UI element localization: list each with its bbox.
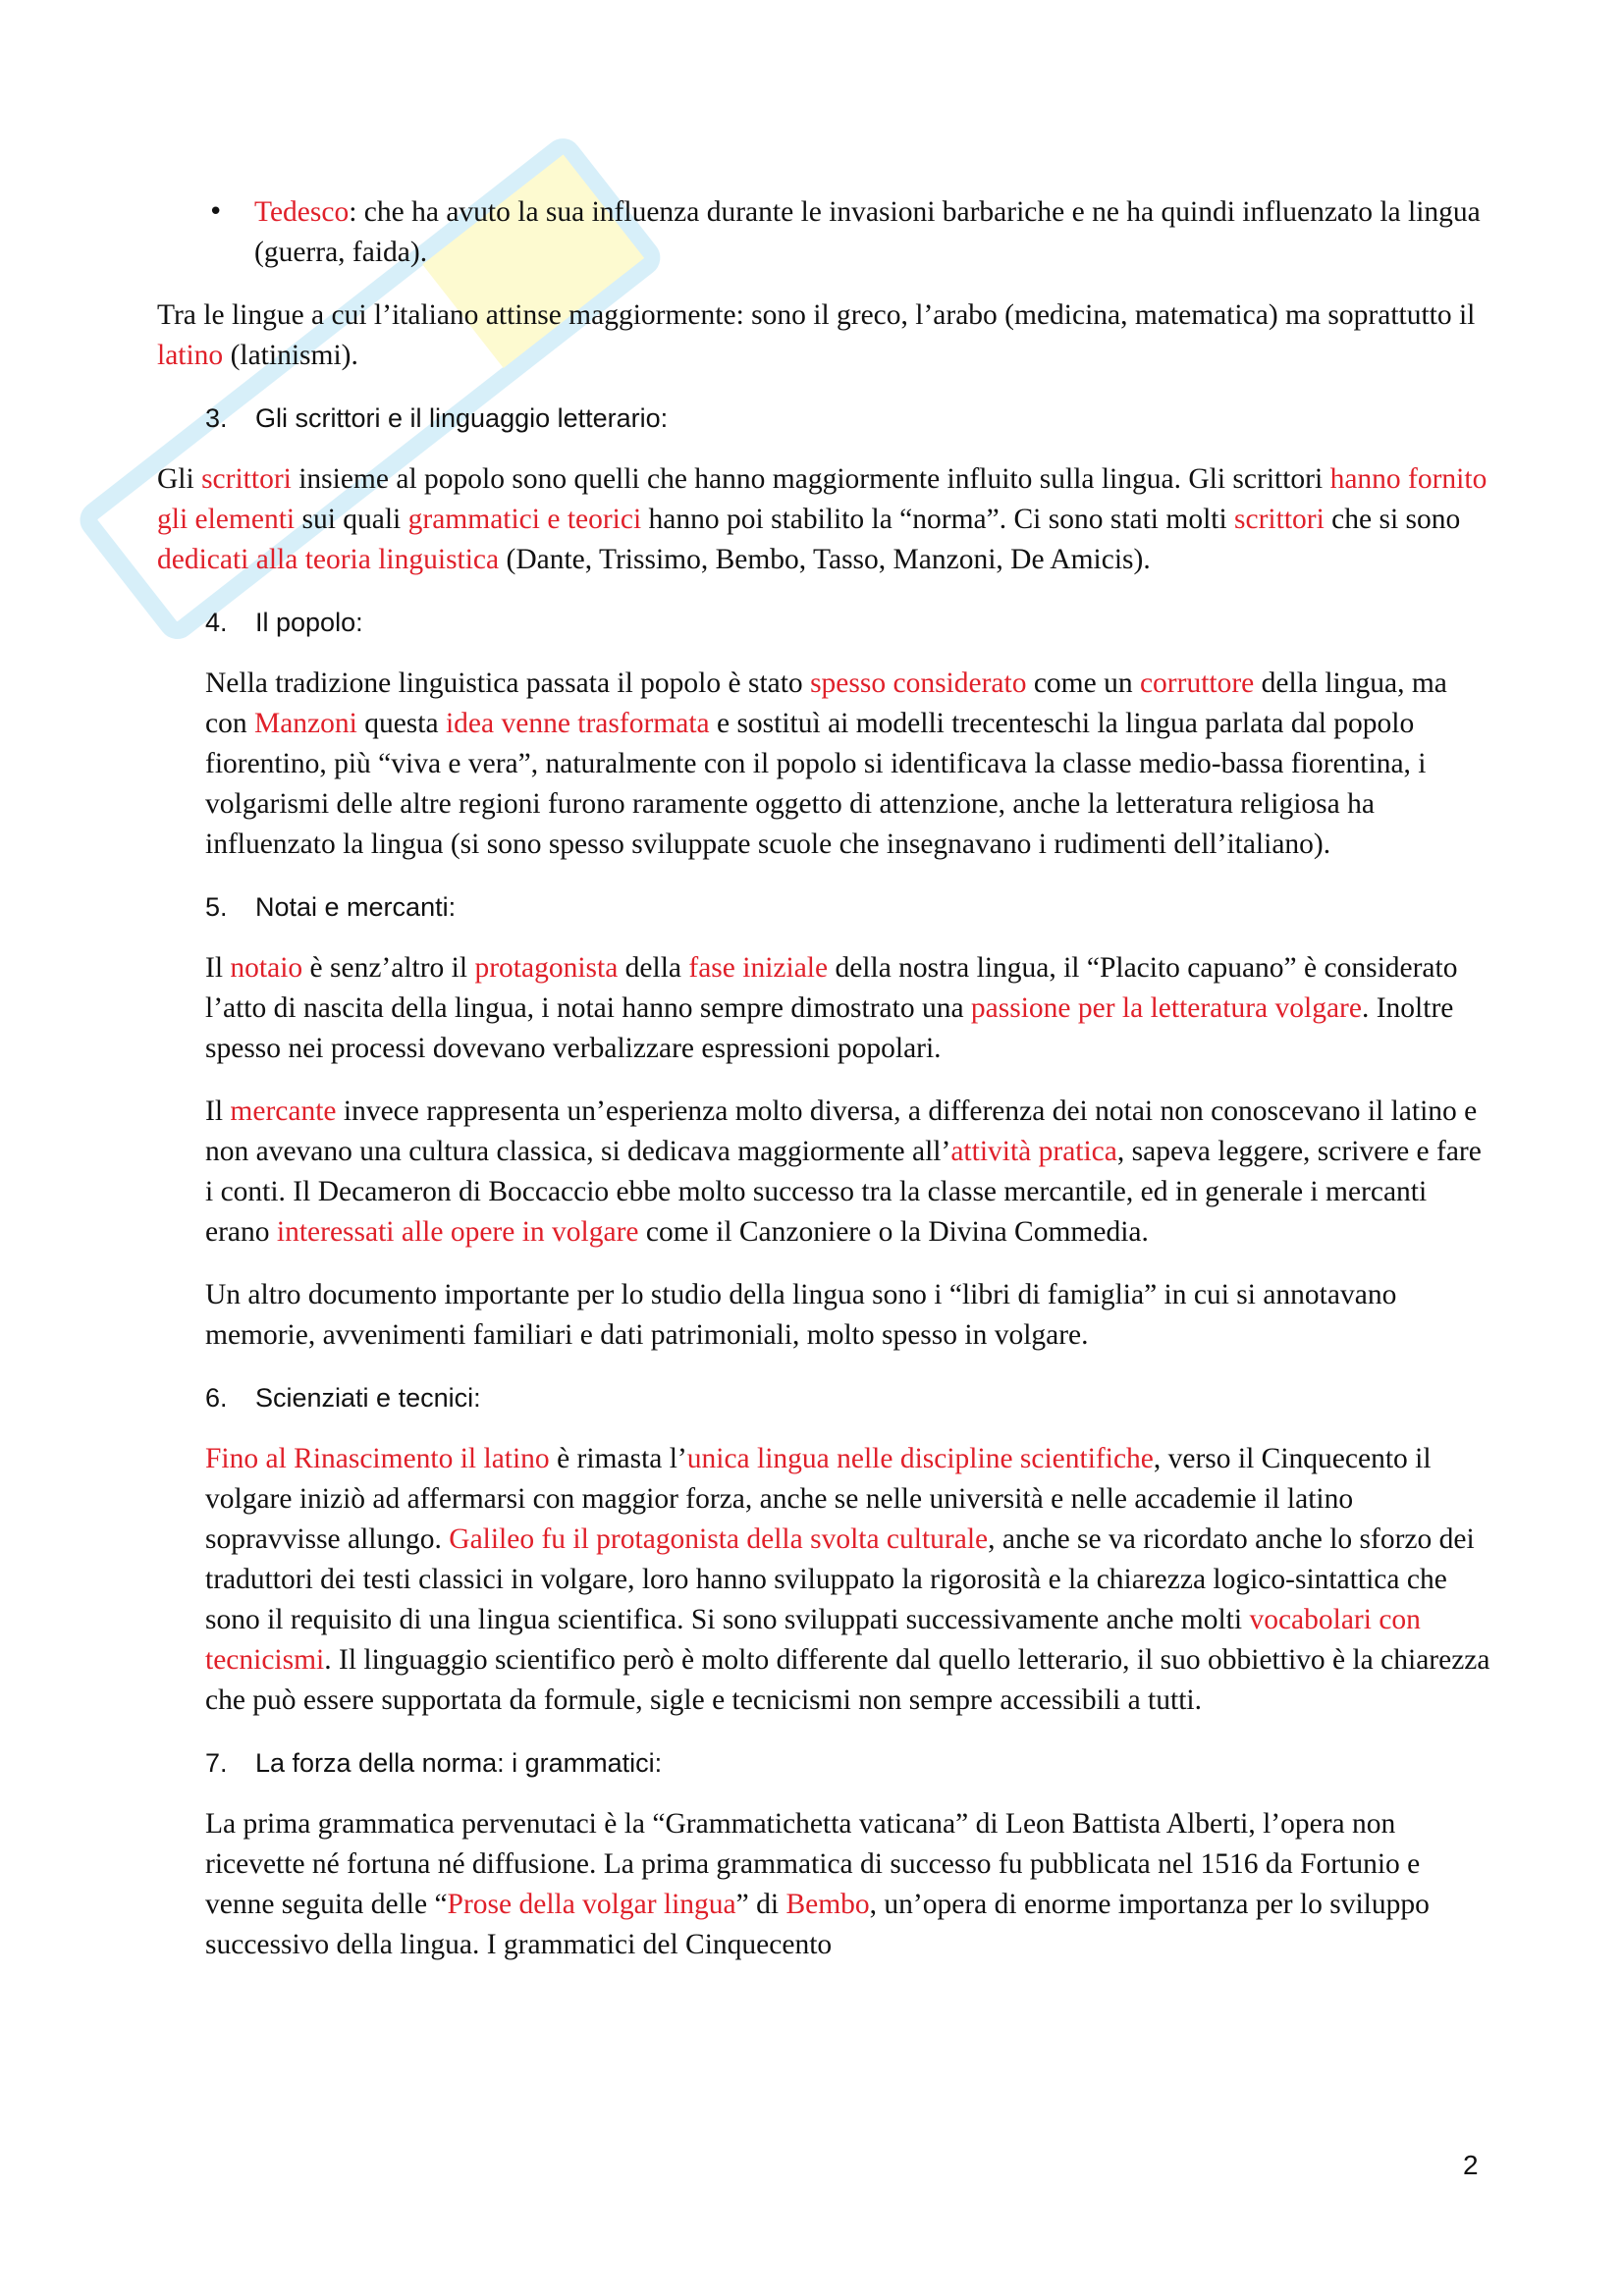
highlight-term: mercante: [230, 1095, 337, 1127]
highlight-term: latino: [157, 340, 224, 371]
highlight-term: idea venne trasformata: [445, 708, 710, 739]
section-title: La forza della norma: i grammatici:: [255, 1748, 663, 1778]
intro-paragraph: Tra le lingue a cui l’italiano attinse maggiormente: sono il greco, l’arabo (medicina, matematica) ma soprattutto il latino (latinismi).: [157, 299, 1476, 371]
section-number: 5.: [205, 892, 228, 922]
section-5-paragraph-mercante: Il mercante invece rappresenta un’esperienza molto diversa, a differenza dei notai non conoscevano il latino e non avevano una cultura classica, si dedicava maggiormente all’attività pratica, sapeva leggere, scrivere e fare i conti. Il Decameron di Boccaccio ebbe molto successo tra la classe mercantile, ed in generale i mercanti erano interessati alle opere in volgare come il Canzoniere o la Divina Commedia.: [205, 1095, 1482, 1248]
highlight-term: dedicati alla teoria linguistica: [157, 544, 500, 575]
section-3-paragraph: Gli scrittori insieme al popolo sono quelli che hanno maggiormente influito sulla lingua. Gli scrittori hanno fornito gli elementi sui quali grammatici e teorici hanno poi stabilito la “norma”. Ci sono stati molti scrittori che si sono dedicati alla teoria linguistica (Dante, Trissimo, Bembo, Tasso, Manzoni, De Amicis).: [157, 463, 1488, 575]
highlight-term: corruttore: [1139, 667, 1255, 699]
highlight-term: Tedesco: [254, 196, 350, 228]
section-title: Notai e mercanti:: [255, 892, 457, 922]
section-number: 6.: [205, 1383, 228, 1413]
highlight-term: scrittori: [201, 463, 292, 495]
highlight-term: vocabolari con tecnicismi: [205, 1604, 1421, 1676]
bullet-text: : che ha avuto la sua influenza durante le invasioni barbariche e ne ha quindi influenzato la lingua (guerra, faida).: [254, 196, 1481, 268]
section-6-paragraph: Fino al Rinascimento il latino è rimasta l’unica lingua nelle discipline scientifiche, verso il Cinquecento il volgare iniziò ad affermarsi con maggior forza, anche se nelle università e nelle accademie il latino sopravvisse allungo. Galileo fu il protagonista della svolta culturale, anche se va ricordato anche lo sforzo dei traduttori dei testi classici in volgare, loro hanno sviluppato la rigorosità e la chiarezza logico-sintattica che sono il requisito di una lingua scientifica. Si sono sviluppati successivamente anche molti vocabolari con tecnicismi. Il linguaggio scientifico però è molto differente dal quello letterario, il suo obbiettivo è la chiarezza che può essere supportata da formule, sigle e tecnicismi non sempre accessibili a tutti.: [205, 1443, 1490, 1716]
section-7-paragraph: La prima grammatica pervenutaci è la “Grammatichetta vaticana” di Leon Battista Alberti, l’opera non ricevette né fortuna né diffusione. La prima grammatica di successo fu pubblicata nel 1516 da Fortunio e venne seguita delle “Prose della volgar lingua” di Bembo, un’opera di enorme importanza per lo sviluppo successivo della lingua. I grammatici del Cinquecento: [205, 1808, 1430, 1960]
highlight-term: grammatici e teorici: [407, 504, 642, 535]
section-5-paragraph-libri: Un altro documento importante per lo studio della lingua sono i “libri di famiglia” in cui si annotavano memorie, avvenimenti familiari e dati patrimoniali, molto spesso in volgare.: [205, 1279, 1397, 1351]
section-number: 3.: [205, 403, 228, 433]
highlight-term: fase iniziale: [688, 952, 829, 984]
highlight-term: scrittori: [1234, 504, 1325, 535]
highlight-term: Galileo fu il protagonista della svolta culturale: [449, 1523, 989, 1555]
page-number: 2: [1463, 2150, 1479, 2180]
section-heading-5: [205, 887, 1492, 927]
section-number: 7.: [205, 1748, 228, 1778]
section-heading-7: [205, 1743, 1492, 1783]
section-title: Gli scrittori e il linguaggio letterario:: [255, 403, 669, 433]
highlight-term: Prose della volgar lingua: [447, 1889, 736, 1920]
section-5-paragraph-notaio: Il notaio è senz’altro il protagonista della fase iniziale della nostra lingua, il “Placito capuano” è considerato l’atto di nascita della lingua, i notai hanno sempre dimostrato una passione per la letteratura volgare. Inoltre spesso nei processi dovevano verbalizzare espressioni popolari.: [205, 952, 1458, 1064]
highlight-term: interessati alle opere in volgare: [276, 1216, 639, 1248]
highlight-term: Fino al Rinascimento il latino: [205, 1443, 550, 1474]
highlight-term: Bembo: [785, 1889, 870, 1920]
section-title: Scienziati e tecnici:: [255, 1383, 481, 1413]
highlight-term: protagonista: [474, 952, 619, 984]
highlight-term: hanno fornito gli elementi: [157, 463, 1488, 535]
section-heading-6: [205, 1378, 1492, 1417]
highlight-term: spesso considerato: [810, 667, 1027, 699]
section-title: Il popolo:: [255, 608, 363, 637]
bullet-dot-icon: •: [208, 197, 224, 227]
bullet-item-tedesco: [157, 192, 1492, 273]
highlight-term: Manzoni: [253, 708, 357, 739]
highlight-term: unica lingua nelle discipline scientifiche: [686, 1443, 1154, 1474]
section-heading-3: [205, 399, 1492, 438]
section-heading-4: [205, 603, 1492, 642]
section-4-paragraph: Nella tradizione linguistica passata il popolo è stato spesso considerato come un corruttore della lingua, ma con Manzoni questa idea venne trasformata e sostituì ai modelli trecenteschi la lingua parlata dal popolo fiorentino, più “viva e vera”, naturalmente con il popolo si identificava la classe medio-bassa fiorentina, i volgarismi delle altre regioni furono raramente oggetto di attenzione, anche la letteratura religiosa ha influenzato la lingua (si sono spesso sviluppate scuole che insegnavano i rudimenti dell’italiano).: [205, 667, 1447, 860]
section-number: 4.: [205, 608, 228, 637]
highlight-term: attività pratica: [950, 1136, 1117, 1167]
highlight-term: passione per la letteratura volgare: [970, 992, 1362, 1024]
highlight-term: notaio: [230, 952, 303, 984]
document-body: [157, 192, 1492, 1988]
